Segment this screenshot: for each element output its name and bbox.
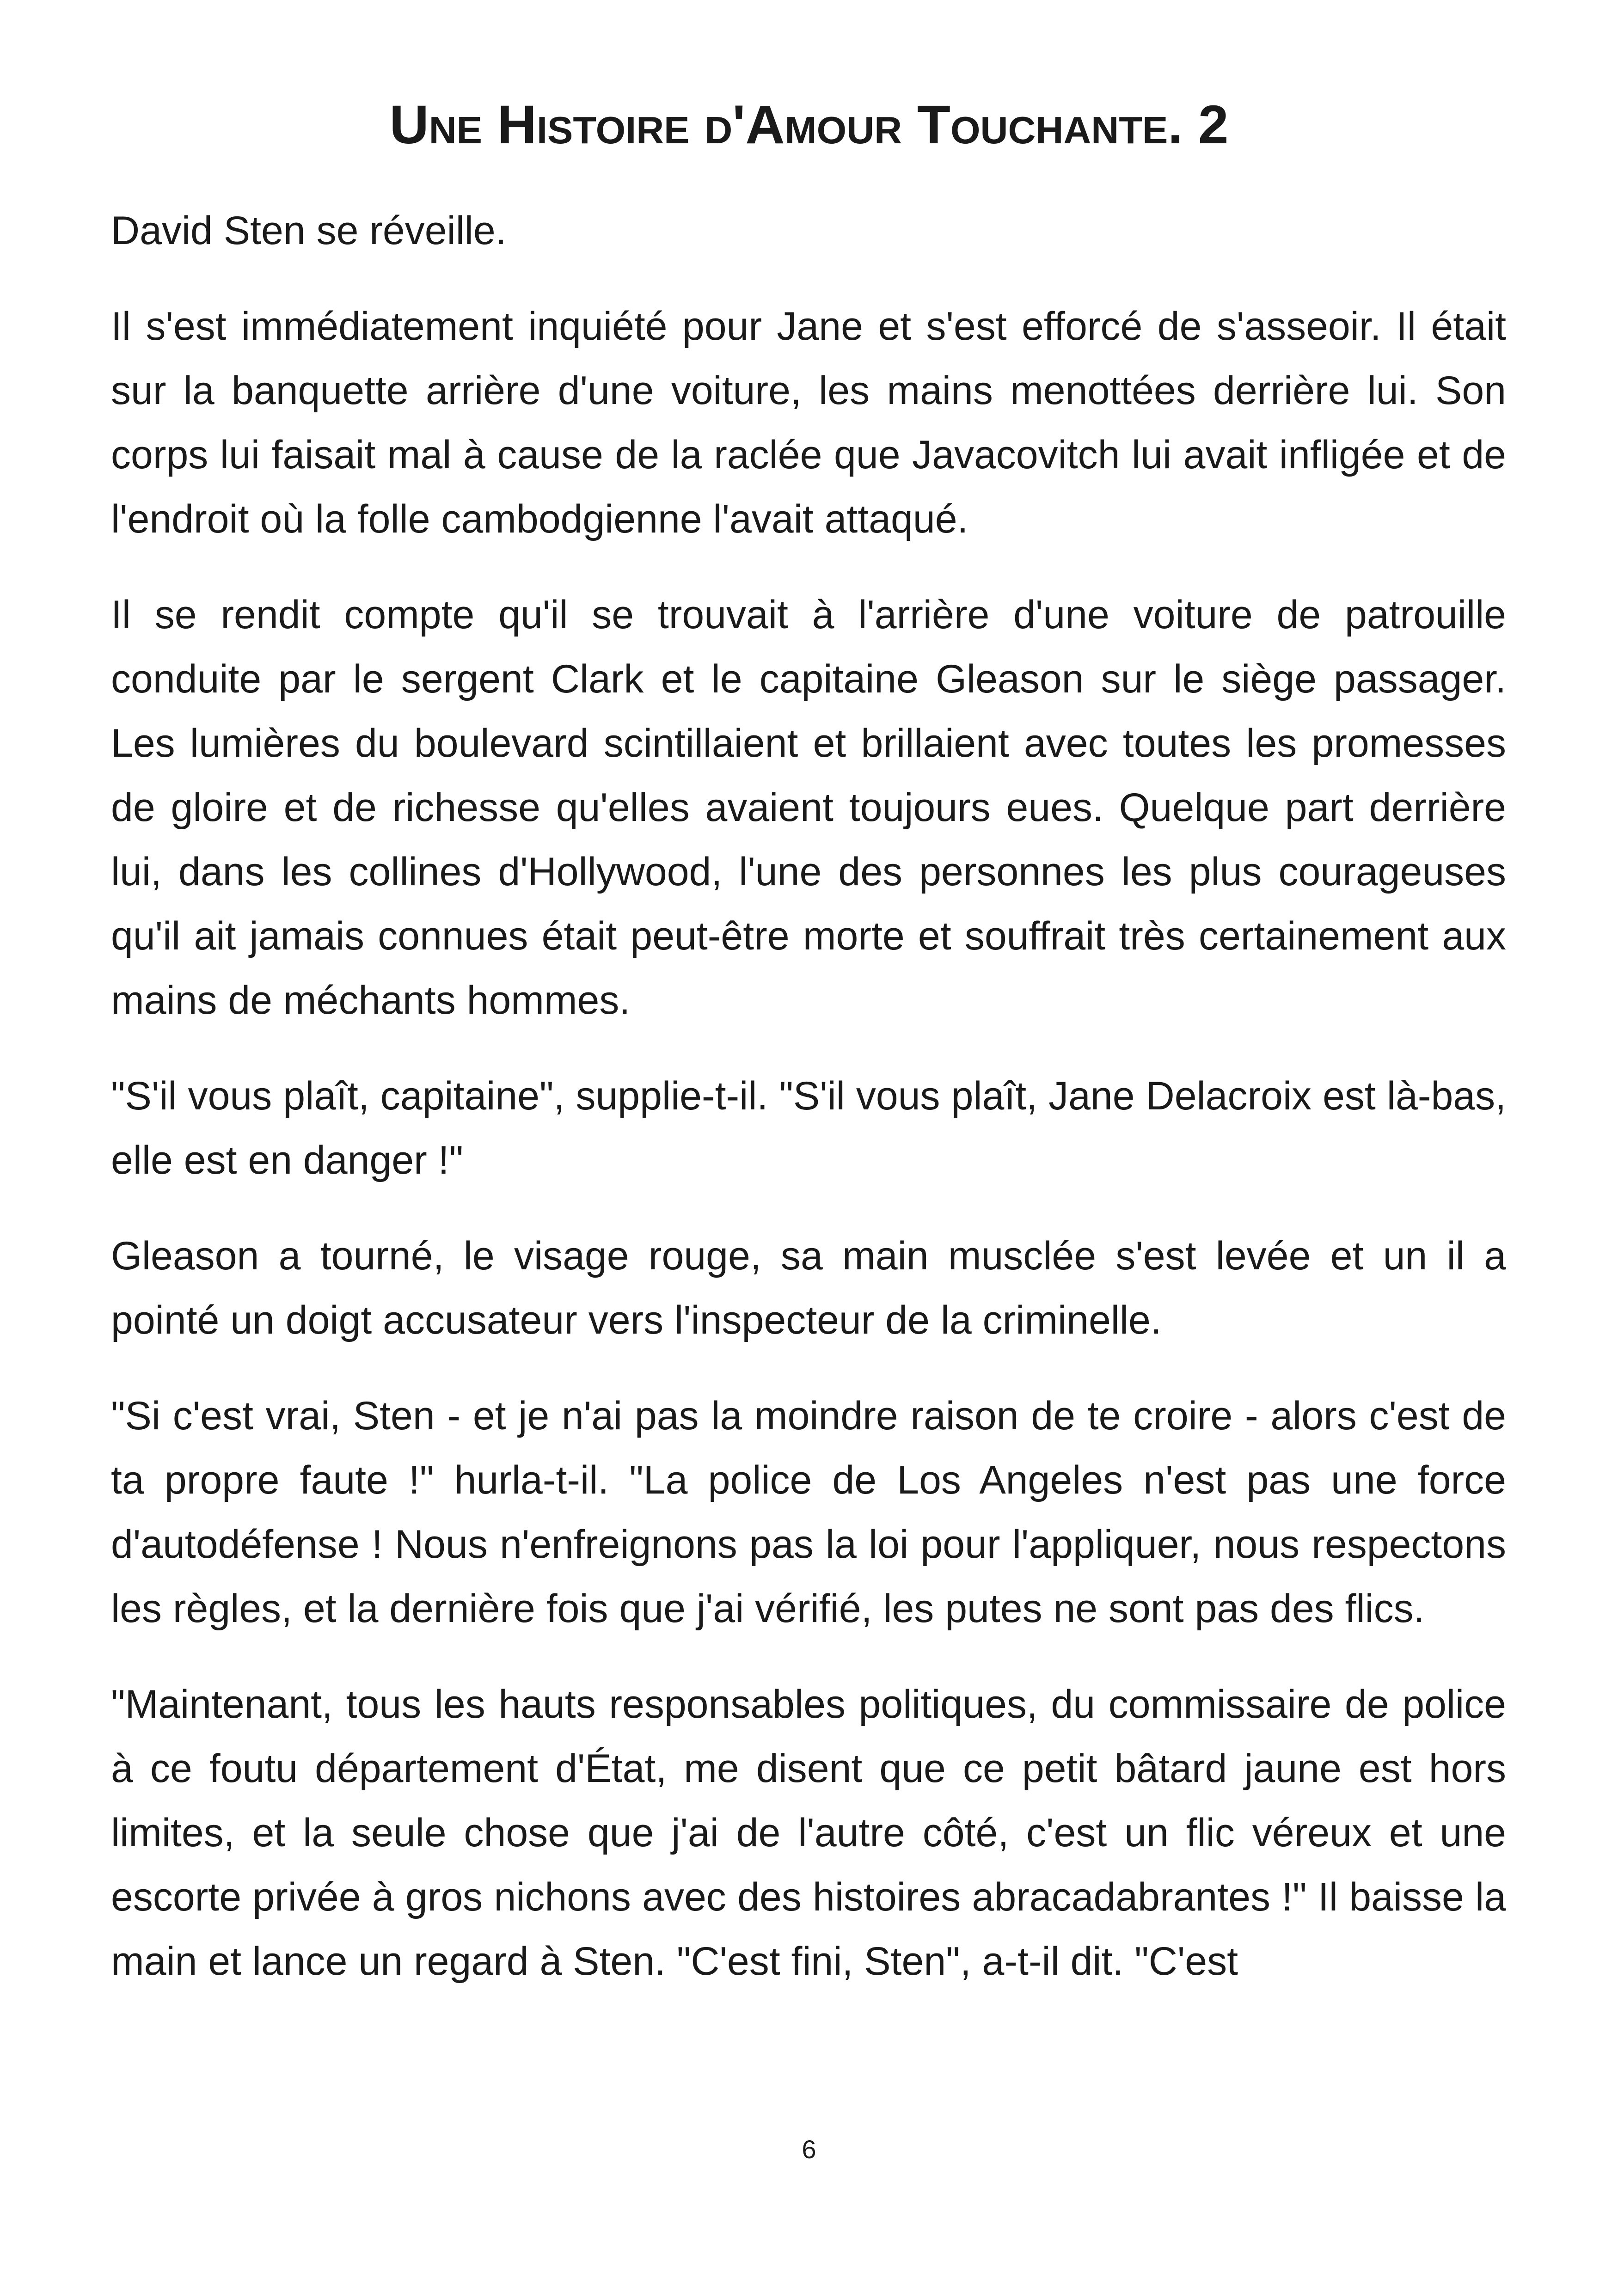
paragraph: "S'il vous plaît, capitaine", supplie-t-il. "S'il vous plaît, Jane Delacroix est là-bas, elle est en danger !" bbox=[111, 1074, 1506, 1182]
paragraph: "Si c'est vrai, Sten - et je n'ai pas la moindre raison de te croire - alors c'est de ta propre faute !" hurla-t-il. "La police de Los Angeles n'est pas une force d'autodéfense ! Nous n'enfreignons pas la loi pour l'appliquer, nous respectons les règles, et la dernière fois que j'ai vérifié, les putes ne sont pas des flics. bbox=[111, 1394, 1506, 1631]
page-title: Une Histoire d'Amour Touchante. 2 bbox=[389, 94, 1229, 155]
paragraph: Il s'est immédiatement inquiété pour Jane et s'est efforcé de s'asseoir. Il était sur la banquette arrière d'une voiture, les mains menottées derrière lui. Son corps lui faisait mal à cause de la raclée que Javacovitch lui avait infligée et de l'endroit où la folle cambodgienne l'avait attaqué. bbox=[111, 304, 1506, 541]
body-text bbox=[111, 199, 1506, 2025]
paragraph: Il se rendit compte qu'il se trouvait à l'arrière d'une voiture de patrouille conduite par le sergent Clark et le capitaine Gleason sur le siège passager. Les lumières du boulevard scintillaient et brillaient avec toutes les promesses de gloire et de richesse qu'elles avaient toujours eues. Quelque part derrière lui, dans les collines d'Hollywood, l'une des personnes les plus courageuses qu'il ait jamais connues était peut-être morte et souffrait très certainement aux mains de méchants hommes. bbox=[111, 593, 1506, 1022]
paragraph: "Maintenant, tous les hauts responsables politiques, du commissaire de police à ce foutu département d'État, me disent que ce petit bâtard jaune est hors limites, et la seule chose que j'ai de l'autre côté, c'est un flic véreux et une escorte privée à gros nichons avec des histoires abracadabrantes !" Il baisse la main et lance un regard à Sten. "C'est fini, Sten", a-t-il dit. "C'est bbox=[111, 1682, 1506, 1984]
page-number: 6 bbox=[802, 2135, 816, 2164]
paragraph: Gleason a tourné, le visage rouge, sa main musclée s'est levée et un il a pointé un doigt accusateur vers l'inspecteur de la criminelle. bbox=[111, 1234, 1506, 1342]
paragraph: David Sten se réveille. bbox=[111, 208, 507, 253]
